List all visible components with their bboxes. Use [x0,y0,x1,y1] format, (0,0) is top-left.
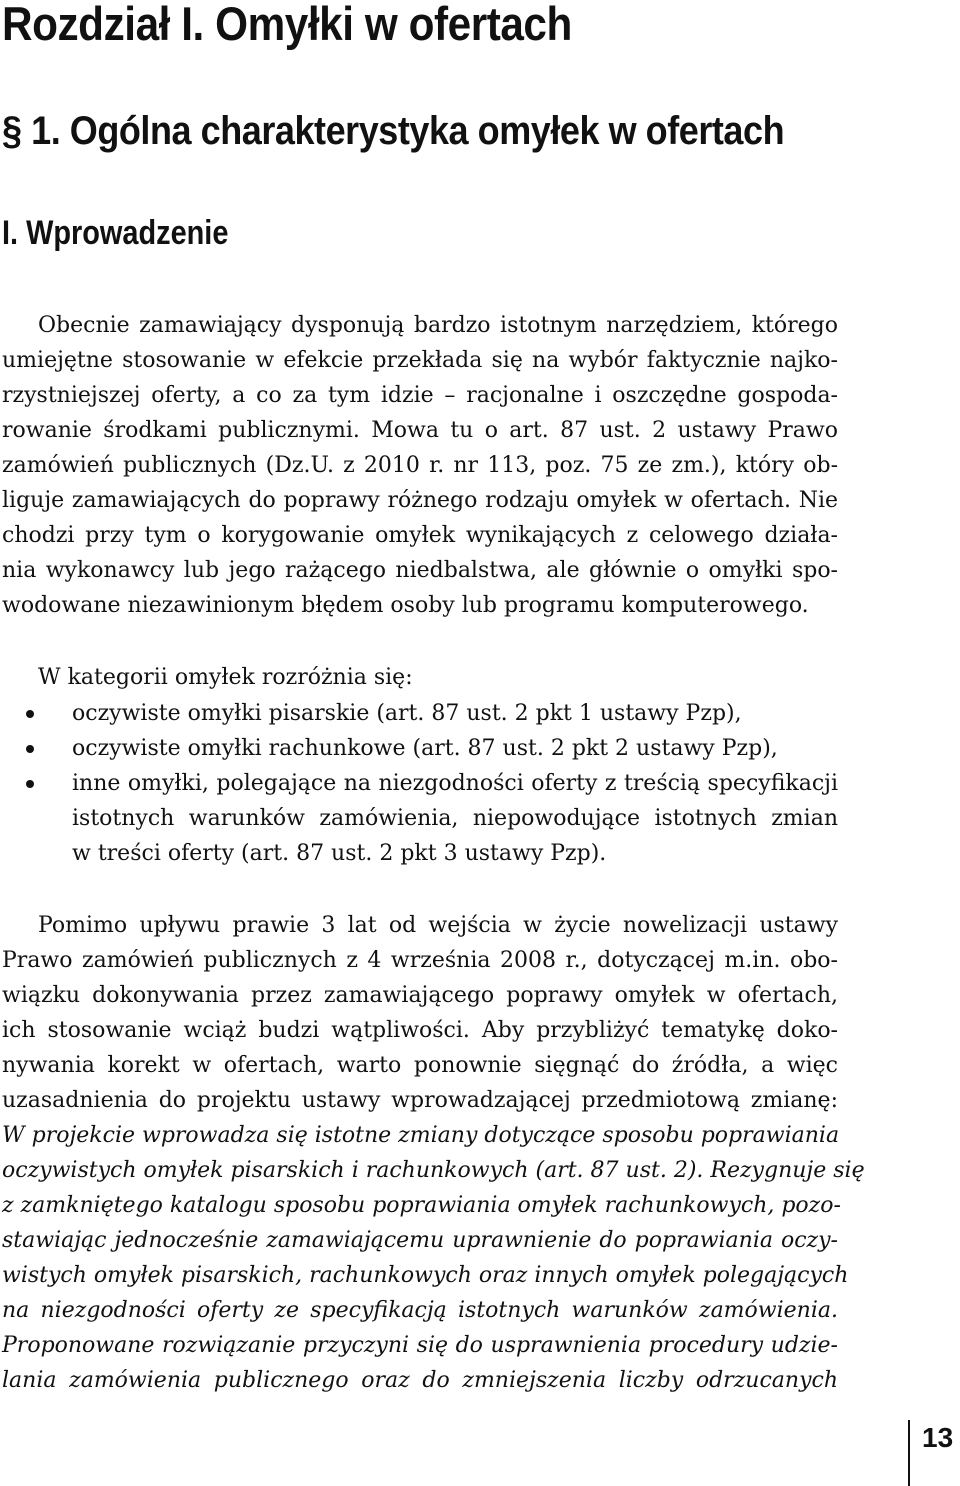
text-line: ich stosowanie wciąż budzi wątpliwości. Aby przybliżyć tematykę doko- [2,1018,838,1043]
text-line: liguje zamawiających do poprawy różnego rodzaju omyłek w ofertach. Nie [2,488,838,513]
quote-line: oczywistych omyłek pisarskich i rachunkowych (art. 87 ust. 2). Rezygnuje się [2,1158,865,1183]
quote-line: W projekcie wprowadza się istotne zmiany dotyczące sposobu poprawiania [2,1123,840,1148]
text-line: Obecnie zamawiający dysponują bardzo istotnym narzędziem, którego [38,313,838,338]
section-title: § 1. Ogólna charakterystyka omyłek w ofertach [2,109,785,153]
list-item [2,731,838,766]
paragraph-context [2,908,865,1398]
text-line: inne omyłki, polegające na niezgodności oferty z treścią specyfikacji [72,771,838,796]
text-line: wodowane niezawinionym błędem osoby lub programu komputerowego. [2,593,809,618]
page-number-divider [908,1420,910,1486]
chapter-title: Rozdział I. Omyłki w ofertach [2,0,572,50]
subsection-title: I. Wprowadzenie [2,214,229,252]
text-line: umiejętne stosowanie w efekcie przekłada się na wybór faktycznie najko- [2,348,838,373]
text-line: oczywiste omyłki pisarskie (art. 87 ust. 2 pkt 1 ustawy Pzp), [72,701,742,726]
quote-line: wistych omyłek pisarskich, rachunkowych oraz innych omyłek polegających [2,1263,849,1288]
quote-line: na niezgodności oferty ze specyfikacją istotnych warunków zamówienia. [2,1298,838,1323]
quote-line: z zamkniętego katalogu sposobu poprawiania omyłek rachunkowych, pozo- [2,1193,841,1218]
bullet-icon [26,780,34,788]
paragraph-intro [2,308,838,623]
text-line: Pomimo upływu prawie 3 lat od wejścia w życie nowelizacji ustawy [38,913,838,938]
list-item [2,766,838,871]
text-line: chodzi przy tym o korygowanie omyłek wynikających z celowego działa- [2,523,838,548]
text-line: nywania korekt w ofertach, warto ponownie sięgnąć do źródła, a więc [2,1053,838,1078]
text-line: istotnych warunków zamówienia, niepowodujące istotnych zmian [72,806,838,831]
quote-line: Proponowane rozwiązanie przyczyni się do usprawnienia procedury udzie- [2,1333,838,1358]
text-line: uzasadnienia do projektu ustawy wprowadzającej przedmiotową zmianę: [2,1088,838,1113]
bullet-icon [26,710,34,718]
text-line: rowanie środkami publicznymi. Mowa tu o art. 87 ust. 2 ustawy Prawo [2,418,838,443]
text-line: Prawo zamówień publicznych z 4 września 2008 r., dotyczącej m.in. obo- [2,948,838,973]
page-number: 13 [922,1422,954,1453]
text-line: w treści oferty (art. 87 ust. 2 pkt 3 ustawy Pzp). [72,841,607,866]
text-line: wiązku dokonywania przez zamawiającego poprawy omyłek w ofertach, [2,983,838,1008]
text-line: nia wykonawcy lub jego rażącego niedbalstwa, ale głównie o omyłki spo- [2,558,838,583]
text-line: zamówień publicznych (Dz.U. z 2010 r. nr 113, poz. 75 ze zm.), który ob- [2,453,838,478]
bullet-icon [26,745,34,753]
error-category-list [2,696,838,871]
list-intro [2,660,838,695]
text-line: rzystniejszej oferty, a co za tym idzie – racjonalne i oszczędne gospoda- [2,383,838,408]
quote-line: stawiając jednocześnie zamawiającemu uprawnienie do poprawiania oczy- [2,1228,838,1253]
quote-line: lania zamówienia publicznego oraz do zmniejszenia liczby odrzucanych [2,1368,838,1393]
text-line: oczywiste omyłki rachunkowe (art. 87 ust. 2 pkt 2 ustawy Pzp), [72,736,778,761]
list-item [2,696,838,731]
text-line: W kategorii omyłek rozróżnia się: [38,665,413,690]
